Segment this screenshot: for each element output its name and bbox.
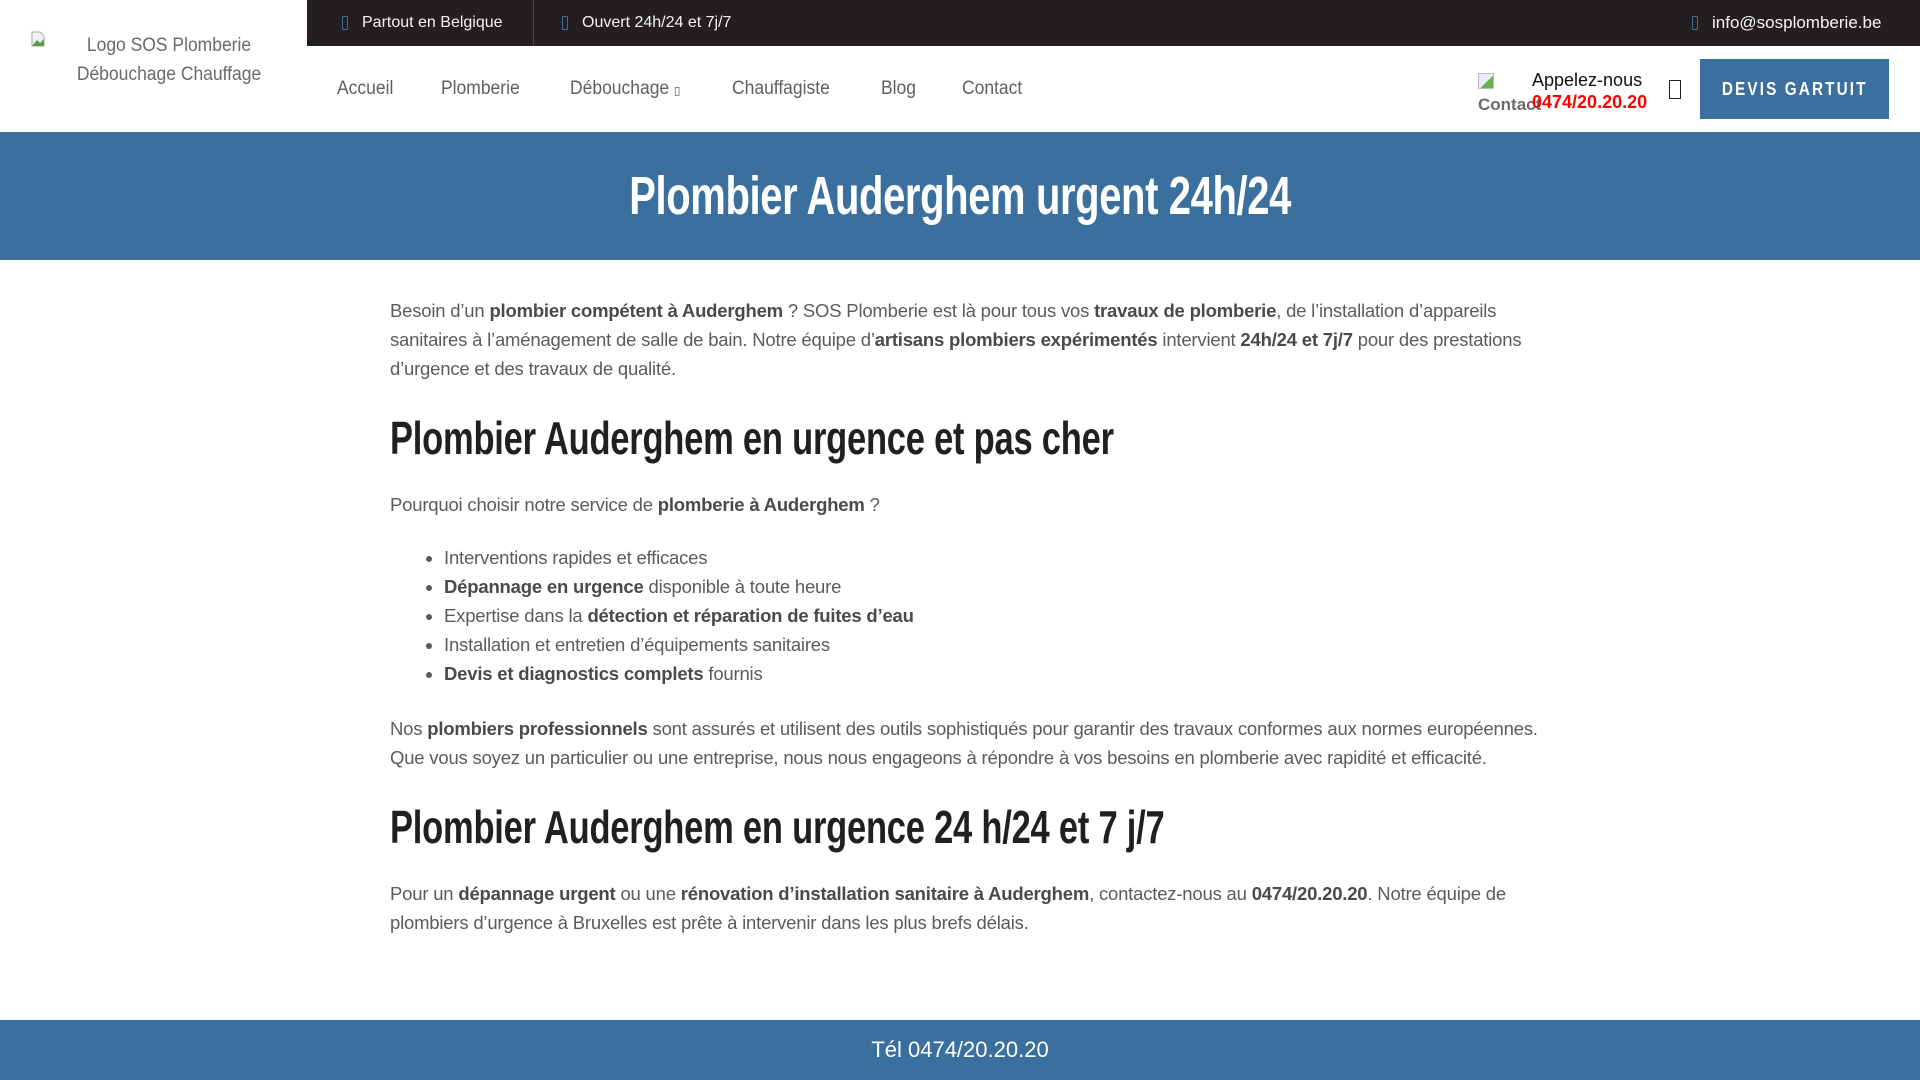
nav-label: Chauffagiste <box>731 78 830 99</box>
logo-link[interactable] <box>0 0 307 132</box>
list-item: • Expertise dans la détection et réparation de fuites d’eau <box>444 601 1540 630</box>
list-item: • Installation et entretien d’équipements sanitaires <box>444 630 1540 659</box>
envelope-icon <box>1692 16 1698 30</box>
nav-item-debouchage[interactable] <box>570 78 679 100</box>
nav-label: Accueil <box>337 78 394 99</box>
search-icon[interactable] <box>1669 80 1681 99</box>
contact-image-alt: Contact <box>1478 95 1542 114</box>
topbar-email-link[interactable] <box>1692 0 1881 46</box>
list-item: • Dépannage en urgence disponible à toute heure <box>444 572 1540 601</box>
nav-item-plomberie[interactable] <box>441 78 520 100</box>
nav-item-chauffagiste[interactable] <box>732 78 830 100</box>
nav-item-accueil[interactable] <box>337 78 393 100</box>
contact-image-icon <box>1478 73 1494 89</box>
section-heading-cheap: Plombier Auderghem en urgence et pas cher <box>390 412 1114 464</box>
call-label: Appelez-nous <box>1532 70 1643 90</box>
professionals-paragraph: Nos plombiers professionnels sont assurés et utilisent des outils sophistiqués pour garantir des travaux conformes aux normes européennes. Que vous soyez un particulier ou une entreprise, nous nous engageons à répondre à vos besoins en plomberie avec rapidité et efficacité. <box>390 718 1538 768</box>
sticky-phone-bar <box>0 1020 1920 1080</box>
list-item: • Devis et diagnostics complets fournis <box>444 659 1540 688</box>
footer-phone-link[interactable]: Tél 0474/20.20.20 <box>871 1037 1049 1062</box>
email-text: info@sosplomberie.be <box>1712 13 1882 32</box>
site-header <box>0 0 1920 132</box>
hero-banner <box>0 132 1920 260</box>
nav-label: Plomberie <box>441 78 520 99</box>
page-title: Plombier Auderghem urgent 24h/24 <box>629 166 1291 226</box>
why-paragraph: Pourquoi choisir notre service de plomberie à Auderghem ? <box>390 494 880 515</box>
logo-alt-text: Logo SOS Plomberie Débouchage Chauffage <box>76 35 262 85</box>
free-quote-label: DEVIS GARTUIT <box>1721 78 1868 99</box>
intro-paragraph: Besoin d’un plombier compétent à Auderghem ? SOS Plomberie est là pour tous vos travaux de plomberie, de l’installation d’appareils sanitaires à l’aménagement de salle de bain. Notre équipe d’artisans plombiers expérimentés intervient 24h/24 et 7j/7 pour des prestations d’urgence et des travaux de qualité. <box>390 300 1522 379</box>
nav-label: Débouchage <box>569 78 669 99</box>
location-text: Partout en Belgique <box>362 14 503 31</box>
nav-item-contact[interactable] <box>962 78 1022 100</box>
topbar-hours <box>562 0 731 46</box>
map-marker-icon <box>342 16 348 30</box>
clock-icon <box>562 16 568 30</box>
topbar-divider <box>533 0 534 46</box>
broken-image-icon <box>31 31 45 47</box>
topbar-location <box>342 0 503 46</box>
nav-label: Contact <box>961 78 1023 99</box>
section-heading-24-7: Plombier Auderghem en urgence 24 h/24 et 7 j/7 <box>390 801 1165 853</box>
call-phone: 0474/20.20.20 <box>1532 92 1648 112</box>
hours-text: Ouvert 24h/24 et 7j/7 <box>582 14 732 31</box>
nav-item-blog[interactable] <box>881 78 916 100</box>
chevron-down-icon <box>674 87 679 96</box>
benefits-list <box>444 543 1540 688</box>
main-nav <box>337 46 1070 132</box>
free-quote-button[interactable] <box>1700 59 1889 119</box>
main-content <box>390 296 1540 937</box>
list-item: • Interventions rapides et efficaces <box>444 543 1540 572</box>
closing-paragraph: Pour un dépannage urgent ou une rénovation d’installation sanitaire à Auderghem, contactez-nous au 0474/20.20.20. Notre équipe de plombiers d’urgence à Bruxelles est prête à intervenir dans les plus brefs délais. <box>390 883 1506 933</box>
nav-label: Blog <box>880 78 916 99</box>
call-us-block[interactable] <box>1478 70 1668 120</box>
top-bar <box>307 0 1920 46</box>
